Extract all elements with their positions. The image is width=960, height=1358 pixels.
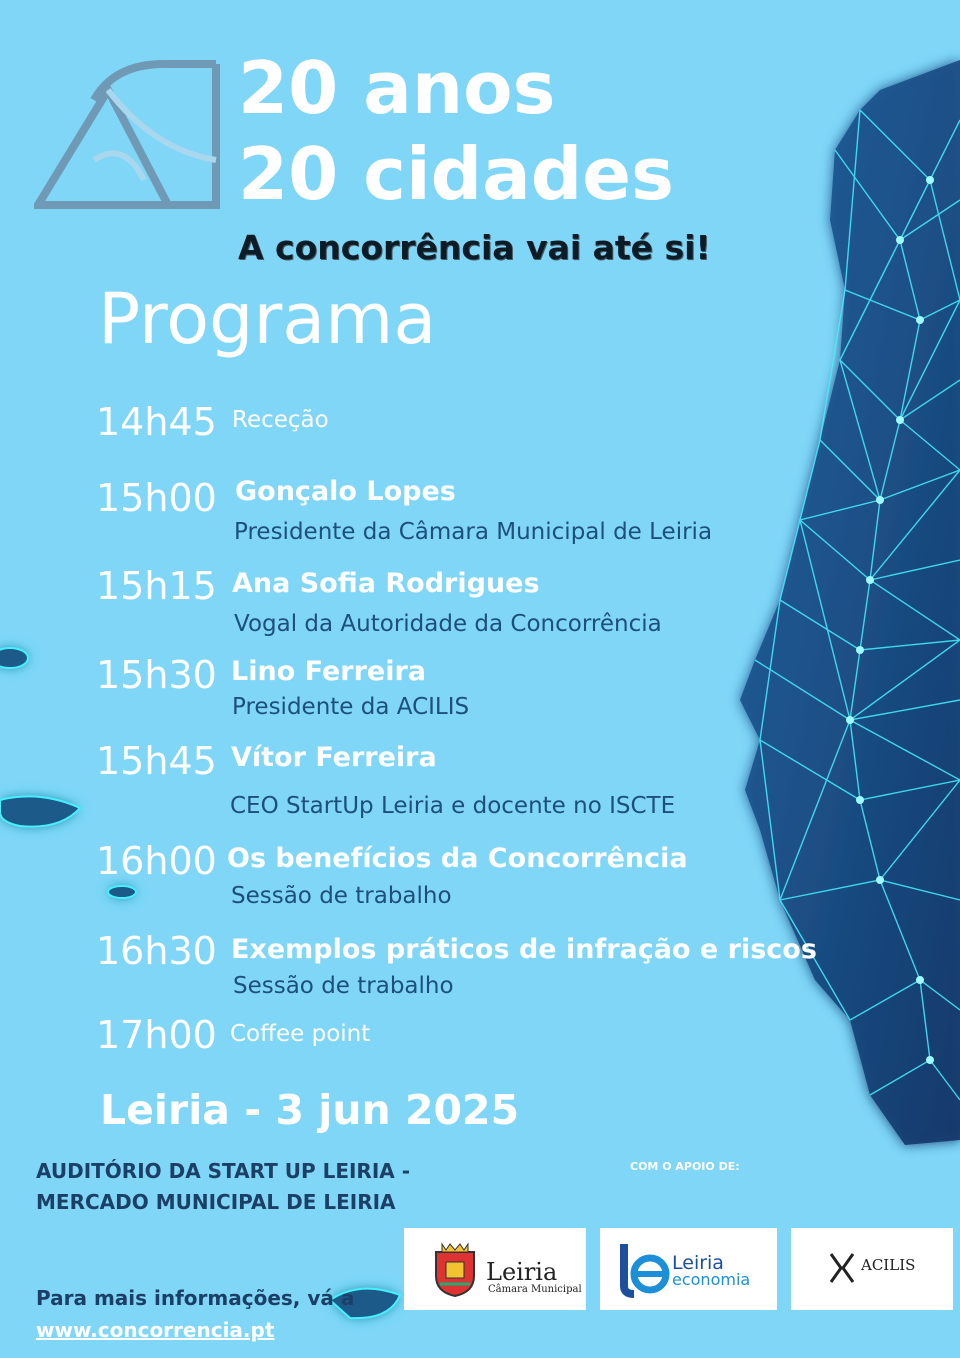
website-link[interactable]: www.concorrencia.pt: [36, 1318, 275, 1342]
schedule-time: 15h30: [96, 653, 217, 697]
schedule-time: 16h30: [96, 929, 217, 973]
tagline: A concorrência vai até si!: [238, 228, 711, 267]
schedule-time: 15h45: [96, 739, 217, 783]
camara-leiria-logo: [404, 1228, 586, 1310]
autoridade-concorrencia-logo: [34, 60, 220, 210]
venue-line-2: MERCADO MUNICIPAL DE LEIRIA: [36, 1190, 396, 1214]
event-date: Leiria - 3 jun 2025: [100, 1086, 520, 1134]
acilis-logo: [791, 1228, 953, 1310]
schedule-title: Gonçalo Lopes: [235, 476, 456, 507]
schedule-title: Lino Ferreira: [231, 656, 427, 687]
schedule-subtitle: Vogal da Autoridade da Concorrência: [234, 611, 662, 637]
schedule-time: 14h45: [96, 400, 217, 444]
info-label: Para mais informações, vá a: [36, 1286, 355, 1310]
schedule-subtitle: Sessão de trabalho: [231, 883, 452, 909]
venue-line-1: AUDITÓRIO DA START UP LEIRIA -: [36, 1159, 411, 1183]
schedule-time: 15h00: [96, 476, 217, 520]
schedule-time: 17h00: [96, 1013, 217, 1057]
acilis-mark-icon: [827, 1250, 857, 1286]
acilis-name: ACILIS: [861, 1256, 916, 1274]
info-link-wrap: [36, 1318, 274, 1342]
support-label: COM O APOIO DE:: [630, 1160, 740, 1173]
leiria-economia-logo: [600, 1228, 777, 1310]
schedule-title: Os benefícios da Concorrência: [227, 843, 688, 874]
schedule-subtitle: CEO StartUp Leiria e docente no ISCTE: [230, 793, 676, 819]
schedule-subtitle: Presidente da ACILIS: [232, 694, 470, 720]
schedule-time: 16h00: [96, 839, 217, 883]
le-monogram-icon: [614, 1240, 672, 1300]
title-line-2: 20 cidades: [238, 132, 674, 216]
schedule-title: Vítor Ferreira: [231, 742, 437, 773]
leiria-subtitle: Câmara Municipal: [488, 1284, 582, 1295]
schedule-title: Ana Sofia Rodrigues: [232, 568, 540, 599]
title-line-1: 20 anos: [238, 46, 556, 130]
leiria-coat-of-arms-icon: [428, 1242, 482, 1298]
leiria-name: Leiria: [486, 1258, 558, 1286]
le-line-1: Leiria: [672, 1252, 724, 1274]
schedule-subtitle: Sessão de trabalho: [233, 973, 454, 999]
schedule-subtitle: Presidente da Câmara Municipal de Leiria: [234, 519, 713, 545]
schedule-title: Receção: [232, 407, 329, 433]
schedule-title: Coffee point: [230, 1021, 371, 1047]
schedule-title: Exemplos práticos de infração e riscos: [231, 934, 817, 965]
schedule-time: 15h15: [96, 564, 217, 608]
le-line-2: economia: [672, 1270, 751, 1289]
programa-heading: Programa: [98, 278, 437, 360]
